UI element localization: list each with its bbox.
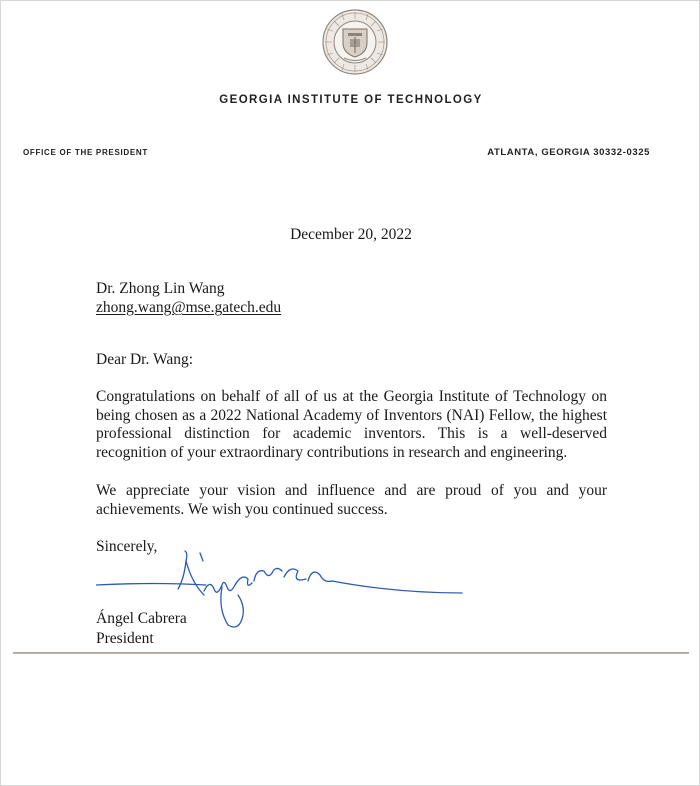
recipient-block (96, 279, 281, 317)
office-label: OFFICE OF THE PRESIDENT (23, 148, 148, 157)
body-paragraph-1: Congratulations on behalf of all of us at the Georgia Institute of Technology on being chosen as a 2022 National Academy of Inventors (NAI) Fellow, the highest professional distinction for academic inventors. This is a well-deserved recognition of your extraordinary contributions in research and engineering. (96, 388, 607, 461)
institution-name: GEORGIA INSTITUTE OF TECHNOLOGY (219, 94, 483, 106)
body-paragraph-2: We appreciate your vision and influence and are proud of you and your achievements. We wish you continued success. (96, 482, 607, 518)
office-address: ATLANTA, GEORGIA 30332-0325 (487, 147, 650, 158)
footer-divider (13, 652, 689, 654)
letter-date: December 20, 2022 (290, 226, 412, 243)
recipient-email-link[interactable]: zhong.wang@mse.gatech.edu (96, 299, 282, 316)
signer-block (96, 609, 187, 648)
signer-name: Ángel Cabrera (96, 610, 187, 627)
recipient-name: Dr. Zhong Lin Wang (96, 280, 225, 297)
salutation: Dear Dr. Wang: (96, 351, 194, 368)
closing: Sincerely, (96, 538, 158, 555)
signer-title: President (96, 629, 154, 647)
institute-seal-icon (322, 9, 388, 75)
